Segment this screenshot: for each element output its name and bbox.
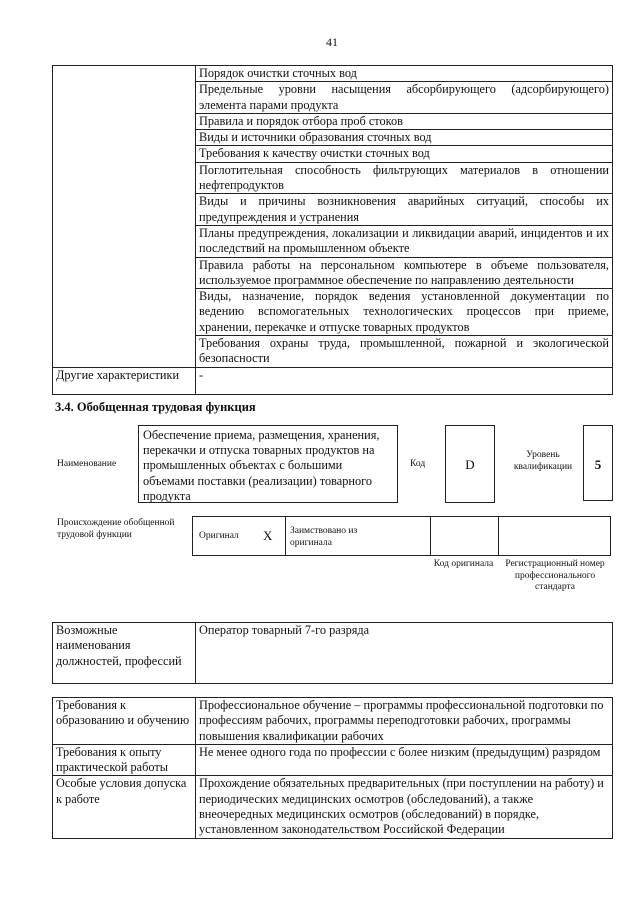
table-row: Виды и источники образования сточных вод xyxy=(53,130,613,146)
code-value: D xyxy=(445,425,495,503)
table-row: Виды, назначение, порядок ведения установленной документации по ведению вспомогательных технологических процессов при приеме, хранении, перекачке и отпуске товарных продуктов xyxy=(53,289,613,336)
origin-label: Происхождение обобщенной трудовой функции xyxy=(57,518,175,540)
divider xyxy=(430,517,431,555)
table-row: Поглотительная способность фильтрующих материалов в отношении нефтепродуктов xyxy=(53,162,613,194)
empty-label-cell xyxy=(53,66,196,368)
origin-row xyxy=(192,516,611,556)
table-row: Требования к образованию и обучению Профессиональное обучение – программы профессиональной подготовки по профессиям рабочих, программы переподготовки рабочих, программы повышения квалификации рабочих xyxy=(53,698,613,745)
orig-code-caption: Код оригинала xyxy=(433,559,494,569)
knowledge-table xyxy=(52,65,613,395)
original-mark: X xyxy=(263,528,273,543)
table-row: Другие характеристики - xyxy=(53,367,613,394)
table-row: Предельные уровни насыщения абсорбирующего (адсорбирующего) элемента парами продукта xyxy=(53,82,613,114)
borrowed-label: Заимствовано из оригинала xyxy=(290,526,358,548)
divider xyxy=(285,517,286,555)
table-row: Виды и причины возникновения аварийных ситуаций, способы их предупреждения и устранения xyxy=(53,194,613,226)
page-number: 41 xyxy=(326,35,338,49)
requirements-table xyxy=(52,697,613,839)
original-label: Оригинал xyxy=(199,531,239,541)
table-row: Возможные наименования должностей, профессий Оператор товарный 7-го разряда xyxy=(53,623,613,684)
table-row: Правила работы на персональном компьютере в объеме пользователя, используемое программное обеспечение по направлению деятельности xyxy=(53,257,613,289)
level-value: 5 xyxy=(583,425,613,501)
level-label: Уровень квалификации xyxy=(513,450,573,472)
section-heading: 3.4. Обобщенная трудовая функция xyxy=(55,400,256,414)
divider xyxy=(498,517,499,555)
table-row: Требования к опыту практической работы Не менее одного года по профессии с более низким (предыдущим) разрядом xyxy=(53,744,613,776)
name-label: Наименование xyxy=(57,459,117,469)
table-row: Порядок очистки сточных вод xyxy=(53,66,613,82)
code-label: Код xyxy=(410,459,426,469)
table-row: Требования к качеству очистки сточных вод xyxy=(53,146,613,162)
reg-num-caption: Регистрационный номер профессионального стандарта xyxy=(505,559,605,592)
table-row: Планы предупреждения, локализации и ликвидации аварий, инцидентов и их последствий на промышленном объекте xyxy=(53,225,613,257)
positions-table xyxy=(52,622,613,684)
table-row: Требования охраны труда, промышленной, пожарной и экологической безопасности xyxy=(53,336,613,368)
table-row: Особые условия допуска к работе Прохождение обязательных предварительных (при поступлении на работу) и периодических медицинских осмотров (обследований), а также внеочередных медицинских осмотров (обследований) в порядке, установленном законодательством Российской Федерации xyxy=(53,776,613,838)
name-value: Обеспечение приема, размещения, хранения, перекачки и отпуска товарных продуктов на промышленных объектах с большими объемами поставки (реализации) товарного продукта xyxy=(138,425,398,503)
table-row: Правила и порядок отбора проб стоков xyxy=(53,113,613,129)
